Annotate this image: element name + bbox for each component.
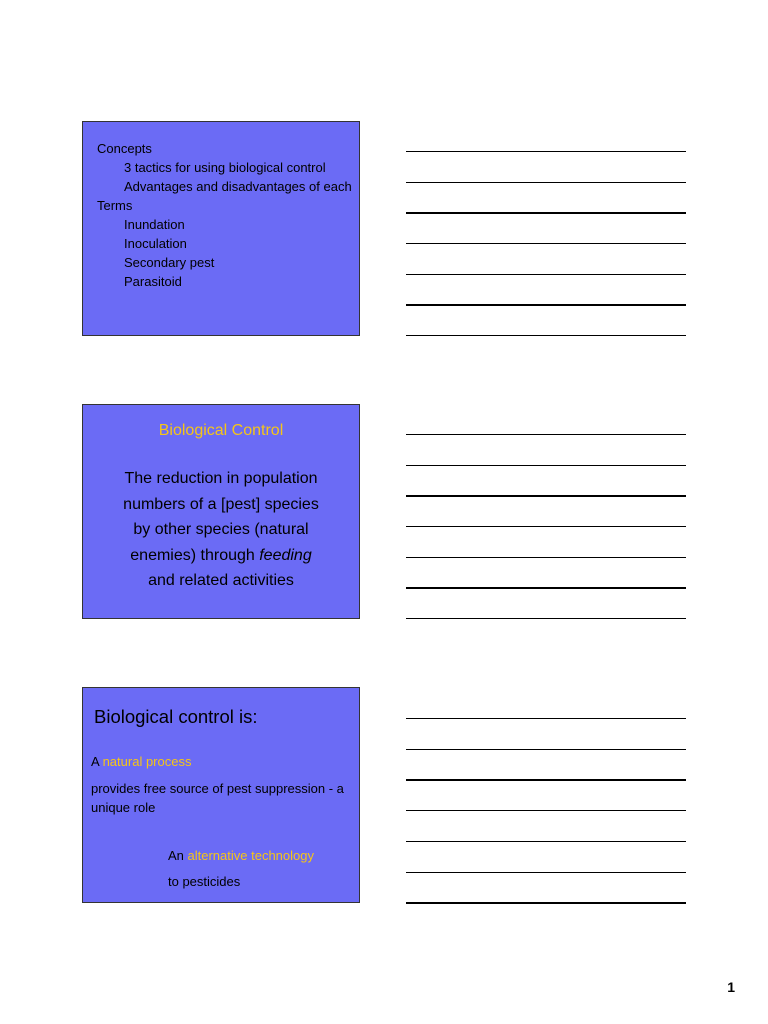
slide-biological-control-definition: [82, 404, 360, 619]
note-line: [406, 557, 686, 558]
slide3-line: provides free source of pest suppression - a: [91, 781, 344, 796]
definition-line: and related activities: [148, 572, 294, 589]
definition-line: The reduction in population: [124, 470, 318, 487]
line-text: An: [168, 848, 188, 863]
term-item: Inoculation: [124, 236, 187, 251]
slide2-definition: [83, 466, 359, 594]
note-line: [406, 304, 686, 306]
note-line: [406, 618, 686, 619]
definition-line: numbers of a [pest] species: [123, 495, 319, 513]
page-number: 1: [727, 979, 735, 995]
definition-text: enemies) through: [130, 546, 260, 564]
terms-label: Terms: [97, 198, 133, 213]
note-line: [406, 810, 686, 811]
slide3-line: to pesticides: [168, 874, 241, 889]
note-line: [406, 243, 686, 244]
slide-biological-control-is: [82, 687, 360, 903]
slide2-title: Biological Control: [158, 422, 284, 439]
note-line: [406, 872, 686, 873]
concept-item: 3 tactics for using biological control: [124, 160, 326, 175]
note-line: [406, 212, 686, 214]
highlight-text: natural process: [102, 754, 192, 769]
term-item: Secondary pest: [124, 255, 215, 270]
note-line: [406, 718, 686, 719]
definition-line: [83, 543, 359, 569]
note-line: [406, 495, 686, 497]
note-line: [406, 902, 686, 904]
note-line: [406, 335, 686, 336]
note-line: [406, 841, 686, 842]
term-item: Inundation: [124, 217, 185, 232]
slide3-line: [91, 752, 191, 771]
note-line: [406, 749, 686, 750]
slide-concepts-terms: [82, 121, 360, 336]
note-line: [406, 434, 686, 435]
definition-emphasis: feeding: [259, 546, 312, 564]
slide3-line: unique role: [91, 800, 156, 815]
highlight-text: alternative technology: [187, 848, 314, 863]
note-line: [406, 465, 686, 466]
term-item: Parasitoid: [124, 274, 182, 289]
note-line: [406, 587, 686, 589]
slide3-line: [168, 846, 314, 865]
note-line: [406, 151, 686, 152]
note-line: [406, 526, 686, 527]
line-text: A: [91, 754, 103, 769]
definition-line: by other species (natural: [133, 521, 309, 538]
note-line: [406, 182, 686, 183]
note-line: [406, 779, 686, 781]
concept-item: Advantages and disadvantages of each: [124, 179, 352, 194]
slide3-title: Biological control is:: [94, 706, 258, 727]
concepts-label: Concepts: [97, 141, 152, 156]
slide1-content: [97, 139, 352, 291]
note-line: [406, 274, 686, 275]
